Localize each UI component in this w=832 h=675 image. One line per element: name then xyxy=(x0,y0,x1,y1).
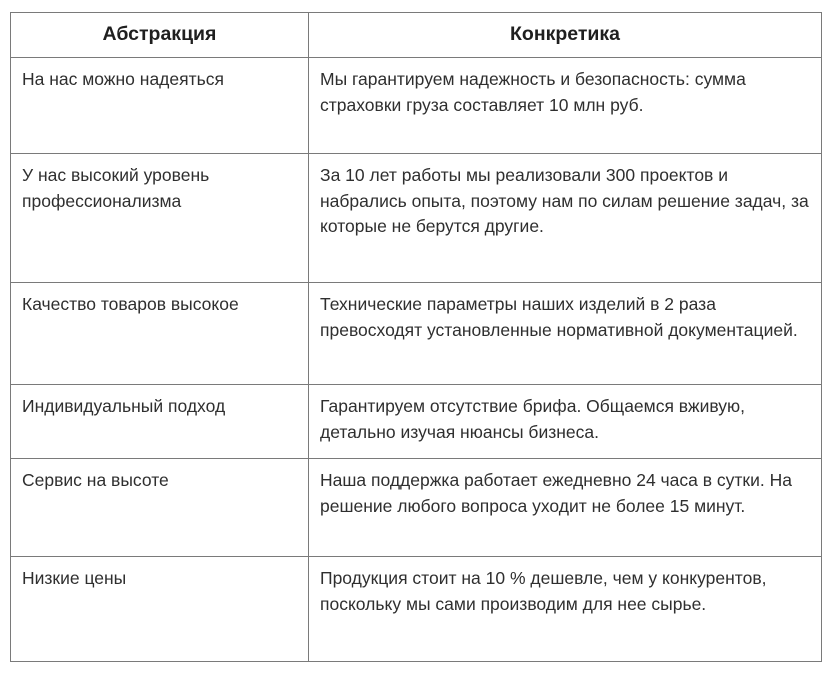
cell-concrete-text: За 10 лет работы мы реализовали 300 проектов и набрались опыта, поэтому нам по силам решение задач, за которые не берутся другие. xyxy=(320,165,809,236)
table-row xyxy=(11,459,822,557)
cell-concrete-text: Мы гарантируем надежность и безопасность: сумма страховки груза составляет 10 млн руб. xyxy=(320,69,746,115)
table-row xyxy=(11,557,822,662)
cell-concrete xyxy=(309,154,822,283)
table-row xyxy=(11,154,822,283)
cell-concrete-text: Продукция стоит на 10 % дешевле, чем у конкурентов, поскольку мы сами производим для нее сырье. xyxy=(320,568,767,614)
table-body xyxy=(11,58,822,662)
cell-concrete xyxy=(309,557,822,662)
cell-abstraction-text: Индивидуальный подход xyxy=(22,396,226,416)
cell-abstraction xyxy=(11,459,309,557)
column-header-abstraction-label: Абстракция xyxy=(102,23,217,45)
column-header-abstraction xyxy=(11,13,309,58)
cell-abstraction-text: Сервис на высоте xyxy=(22,470,169,490)
abstraction-concrete-table xyxy=(10,12,822,662)
cell-abstraction xyxy=(11,385,309,459)
cell-concrete-text: Гарантируем отсутствие брифа. Общаемся вживую, детально изучая нюансы бизнеса. xyxy=(320,396,746,442)
cell-abstraction-text: Качество товаров высокое xyxy=(22,294,239,314)
table-header-row xyxy=(11,13,822,58)
cell-concrete xyxy=(309,58,822,154)
cell-abstraction-text: На нас можно надеяться xyxy=(22,69,224,89)
cell-concrete-text: Наша поддержка работает ежедневно 24 часа в сутки. На решение любого вопроса уходит не более 15 минут. xyxy=(320,470,792,516)
table-row xyxy=(11,385,822,459)
cell-abstraction xyxy=(11,58,309,154)
column-header-concrete-label: Конкретика xyxy=(510,23,620,45)
cell-concrete xyxy=(309,283,822,385)
cell-abstraction xyxy=(11,154,309,283)
cell-concrete xyxy=(309,459,822,557)
table-row xyxy=(11,283,822,385)
cell-abstraction xyxy=(11,283,309,385)
cell-concrete xyxy=(309,385,822,459)
table-row xyxy=(11,58,822,154)
cell-abstraction xyxy=(11,557,309,662)
cell-abstraction-text: У нас высокий уровень профессионализма xyxy=(22,165,210,211)
column-header-concrete xyxy=(309,13,822,58)
table-header xyxy=(11,13,822,58)
cell-concrete-text: Технические параметры наших изделий в 2 раза превосходят установленные нормативной документацией. xyxy=(320,294,798,340)
cell-abstraction-text: Низкие цены xyxy=(22,568,127,588)
